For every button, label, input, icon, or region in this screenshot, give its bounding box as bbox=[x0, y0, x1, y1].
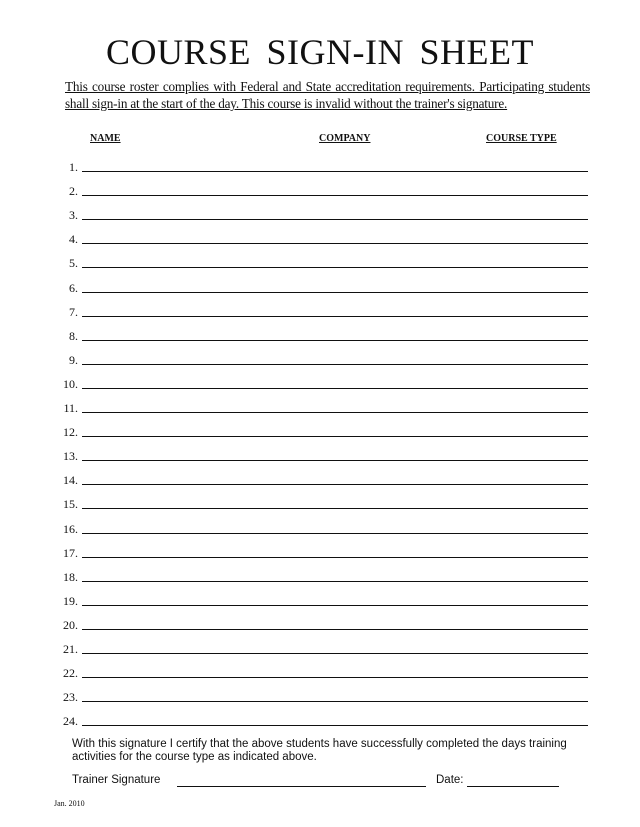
sign-in-row bbox=[50, 277, 590, 293]
signature-line[interactable] bbox=[82, 364, 588, 365]
row-number: 7. bbox=[69, 305, 78, 319]
signature-line[interactable] bbox=[82, 725, 588, 726]
certification-statement: With this signature I certify that the above students have successfully completed the days training activities for the course type as indicated above. bbox=[72, 738, 567, 763]
sign-in-row bbox=[50, 469, 590, 485]
row-number: 24. bbox=[63, 714, 78, 728]
signature-line[interactable] bbox=[82, 412, 588, 413]
row-number: 8. bbox=[69, 329, 78, 343]
signature-line[interactable] bbox=[82, 340, 588, 341]
sign-in-row bbox=[50, 445, 590, 461]
signature-line[interactable] bbox=[82, 267, 588, 268]
signature-line[interactable] bbox=[82, 629, 588, 630]
sign-in-row bbox=[50, 614, 590, 630]
sign-in-row bbox=[50, 421, 590, 437]
row-number: 13. bbox=[63, 449, 78, 463]
row-number: 17. bbox=[63, 546, 78, 560]
date-line[interactable] bbox=[467, 786, 559, 787]
signature-line[interactable] bbox=[82, 581, 588, 582]
row-number: 21. bbox=[63, 642, 78, 656]
sign-in-row bbox=[50, 686, 590, 702]
sign-in-row bbox=[50, 301, 590, 317]
revision-date: Jan. 2010 bbox=[54, 799, 85, 808]
row-number: 18. bbox=[63, 570, 78, 584]
page-title: COURSE SIGN-IN SHEET bbox=[105, 32, 534, 72]
column-header-company: COMPANY bbox=[319, 133, 371, 144]
signature-line[interactable] bbox=[82, 460, 588, 461]
sign-in-row bbox=[50, 590, 590, 606]
signature-line[interactable] bbox=[82, 484, 588, 485]
signature-line[interactable] bbox=[82, 677, 588, 678]
signature-line[interactable] bbox=[82, 533, 588, 534]
row-number: 23. bbox=[63, 690, 78, 704]
sign-in-row bbox=[50, 252, 590, 268]
sign-in-row bbox=[50, 349, 590, 365]
signature-line[interactable] bbox=[82, 436, 588, 437]
row-number: 20. bbox=[63, 618, 78, 632]
row-number: 1. bbox=[69, 160, 78, 174]
trainer-signature-label: Trainer Signature bbox=[72, 774, 161, 786]
signature-line[interactable] bbox=[82, 557, 588, 558]
signature-line[interactable] bbox=[82, 195, 588, 196]
signature-line[interactable] bbox=[82, 171, 588, 172]
roster-intro: This course roster complies with Federal and State accreditation requirements. Participating students shall sign-in at the start of the day. This course is invalid without the trainer's signature. bbox=[65, 79, 590, 111]
trainer-signature-line[interactable] bbox=[177, 786, 426, 787]
row-number: 3. bbox=[69, 208, 78, 222]
row-number: 4. bbox=[69, 232, 78, 246]
row-number: 2. bbox=[69, 184, 78, 198]
row-number: 6. bbox=[69, 281, 78, 295]
row-number: 22. bbox=[63, 666, 78, 680]
column-header-course-type: COURSE TYPE bbox=[486, 133, 557, 144]
sign-in-row bbox=[50, 156, 590, 172]
signature-line[interactable] bbox=[82, 243, 588, 244]
signature-line[interactable] bbox=[82, 605, 588, 606]
date-label: Date: bbox=[436, 774, 464, 786]
signature-line[interactable] bbox=[82, 653, 588, 654]
row-number: 9. bbox=[69, 353, 78, 367]
row-number: 5. bbox=[69, 256, 78, 270]
sign-in-row bbox=[50, 493, 590, 509]
row-number: 15. bbox=[63, 497, 78, 511]
sign-in-row bbox=[50, 204, 590, 220]
sign-in-row bbox=[50, 542, 590, 558]
sign-in-row bbox=[50, 638, 590, 654]
signature-line[interactable] bbox=[82, 316, 588, 317]
signature-line[interactable] bbox=[82, 508, 588, 509]
row-number: 19. bbox=[63, 594, 78, 608]
sign-in-row bbox=[50, 710, 590, 726]
sign-in-row bbox=[50, 373, 590, 389]
sign-in-row bbox=[50, 566, 590, 582]
signature-line[interactable] bbox=[82, 701, 588, 702]
row-number: 16. bbox=[63, 522, 78, 536]
row-number: 11. bbox=[63, 401, 78, 415]
row-number: 14. bbox=[63, 473, 78, 487]
sign-in-row bbox=[50, 228, 590, 244]
sign-in-row bbox=[50, 180, 590, 196]
signature-line[interactable] bbox=[82, 219, 588, 220]
signature-line[interactable] bbox=[82, 292, 588, 293]
sign-in-row bbox=[50, 325, 590, 341]
row-number: 10. bbox=[63, 377, 78, 391]
sign-in-row bbox=[50, 518, 590, 534]
row-number: 12. bbox=[63, 425, 78, 439]
column-header-name: NAME bbox=[90, 133, 121, 144]
signature-line[interactable] bbox=[82, 388, 588, 389]
sign-in-row bbox=[50, 662, 590, 678]
sign-in-row bbox=[50, 397, 590, 413]
